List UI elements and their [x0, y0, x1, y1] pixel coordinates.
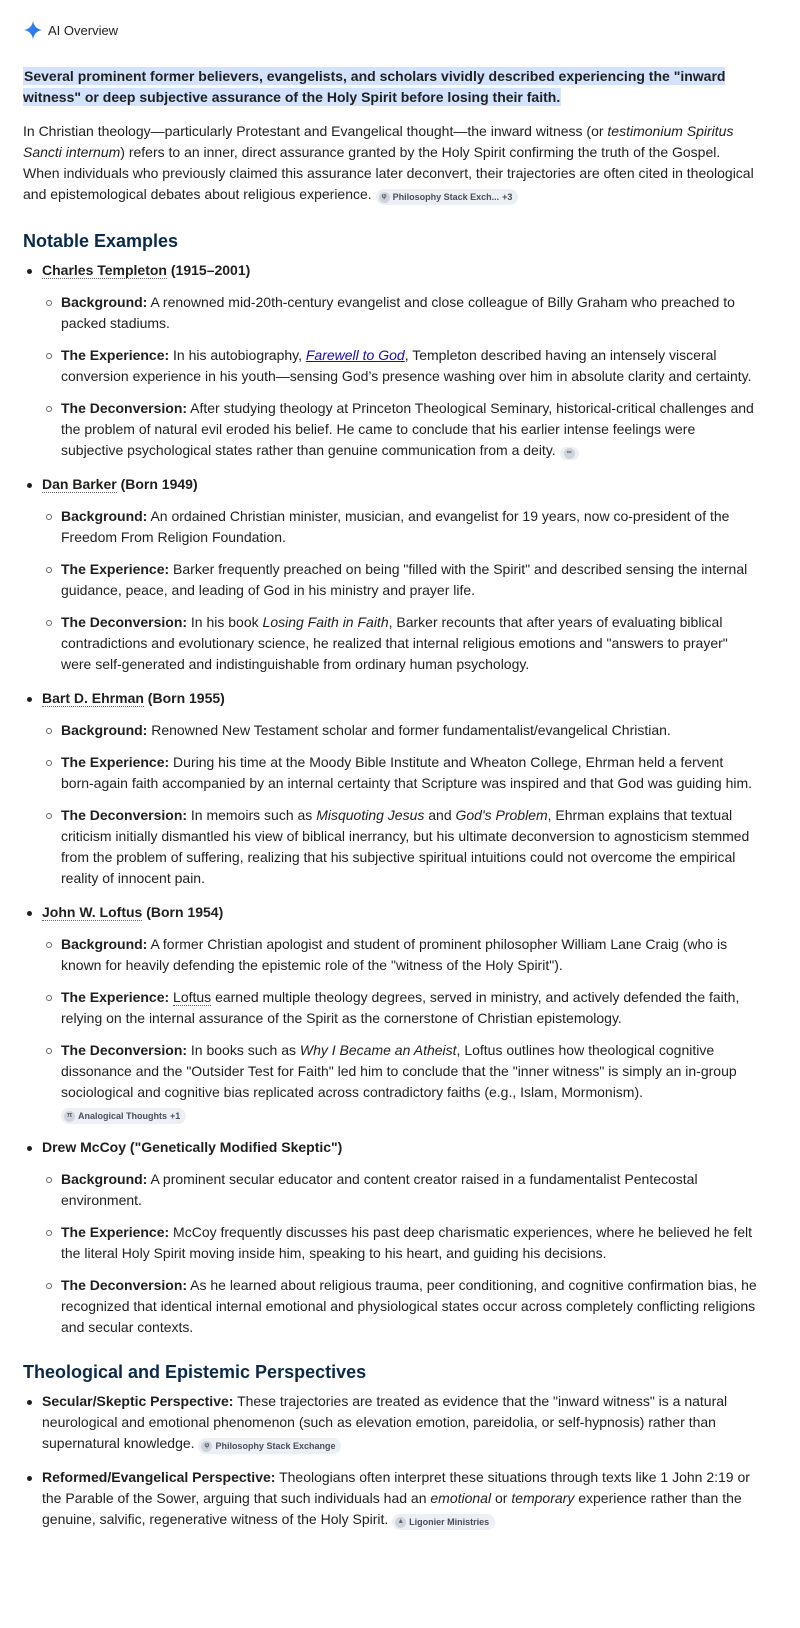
- detail-item: [42, 1169, 758, 1211]
- intro-text-1: In Christian theology—particularly Protestant and Evangelical thought—the inward witness (or: [23, 123, 608, 139]
- detail-label: The Deconversion:: [61, 807, 188, 823]
- detail-label: The Deconversion:: [61, 1042, 188, 1058]
- detail-item: [42, 345, 758, 387]
- detail-text: Barker frequently preached on being "filled with the Spirit" and described sensing the internal guidance, peace, and leading of God in his ministry and prayer life.: [61, 561, 748, 598]
- intro-latin-term: testimonium Spiritus Sancti internum: [23, 123, 734, 160]
- source-chip-label: Analogical Thoughts: [78, 1111, 167, 1121]
- detail-label: Background:: [61, 508, 148, 524]
- book-title: God's Problem: [455, 807, 548, 823]
- detail-item: [42, 752, 758, 794]
- detail-label: The Experience:: [61, 347, 170, 363]
- detail-label: The Experience:: [61, 754, 170, 770]
- source-favicon-icon: φ: [201, 1441, 212, 1452]
- link-chip[interactable]: [560, 447, 579, 460]
- people-list: [23, 260, 758, 1338]
- detail-item: [42, 987, 758, 1029]
- book-title: Misquoting Jesus: [316, 807, 425, 823]
- detail-item: [42, 1222, 758, 1264]
- perspectives-list: [23, 1391, 758, 1530]
- detail-text: , Ehrman explains that textual criticism initially dismantled his view of biblical inerrancy, but his ultimate deconversion to agnosticism stemmed from the problem of suffering, realizing that his subjective spiritual intuitions could not overcome the empirical reality of innocent pain.: [61, 807, 750, 886]
- detail-item: [42, 559, 758, 601]
- emphasis: emotional: [430, 1490, 492, 1506]
- detail-label: The Deconversion:: [61, 400, 188, 416]
- detail-text: In memoirs such as: [187, 807, 317, 823]
- person-name-link[interactable]: Charles Templeton: [42, 262, 167, 278]
- detail-text: In his book: [187, 614, 263, 630]
- perspective-item: [23, 1391, 758, 1454]
- detail-text: In his autobiography,: [169, 347, 306, 363]
- name-link[interactable]: Loftus: [173, 989, 212, 1005]
- source-chip[interactable]: [392, 1514, 495, 1530]
- detail-label: Background:: [61, 1171, 148, 1187]
- person-dates: (Born 1949): [116, 476, 198, 492]
- person-item: [23, 1137, 758, 1338]
- perspective-text: These trajectories are treated as evidence that the "inward witness" is a natural neurological and emotional phenomenon (such as elevation emotion, pareidolia, or self-hypnosis) rather than supernatural knowledge.: [42, 1393, 728, 1451]
- person-dates: (1915–2001): [167, 262, 251, 278]
- intro-paragraph: [23, 121, 758, 205]
- section-heading-examples: Notable Examples: [23, 231, 179, 251]
- source-favicon-icon: ▲: [395, 1517, 406, 1528]
- detail-text: Renowned New Testament scholar and former fundamentalist/evangelical Christian.: [147, 722, 671, 738]
- detail-item: [42, 934, 758, 976]
- detail-label: The Experience:: [61, 1224, 170, 1240]
- person-item: [23, 474, 758, 675]
- detail-text: earned multiple theology degrees, served in ministry, and actively defended the faith, relying on the internal assurance of the Spirit as the cornerstone of Christian epistemology.: [61, 989, 740, 1026]
- detail-text: , Templeton described having an intensely visceral conversion experience in his youth—sensing God’s presence washing over him in absolute clarity and certainty.: [61, 347, 752, 384]
- person-name: Drew McCoy ("Genetically Modified Skeptic"): [42, 1139, 343, 1155]
- detail-text: After studying theology at Princeton Theological Seminary, historical-critical challenges and the problem of natural evil eroded his belief. He came to conclude that his earlier intense feelings were subjective psychological states rather than genuine communication from a deity.: [61, 400, 754, 458]
- perspective-text: Theologians often interpret these situations through texts like 1 John 2:19 or the Parable of the Sower, arguing that such individuals had an: [42, 1469, 750, 1506]
- detail-text: A renowned mid-20th-century evangelist and close colleague of Billy Graham who preached to packed stadiums.: [61, 294, 735, 331]
- lead-highlight: Several prominent former believers, evangelists, and scholars vividly described experiencing the "inward witness" or deep subjective assurance of the Holy Spirit before losing their faith.: [23, 68, 726, 105]
- ai-overview: [23, 18, 758, 1530]
- ai-overview-title: AI Overview: [48, 22, 119, 38]
- source-chip-label: Ligonier Ministries: [409, 1517, 490, 1527]
- source-chip-more: +3: [502, 192, 513, 202]
- detail-item: [42, 805, 758, 889]
- detail-text: An ordained Christian minister, musician, and evangelist for 19 years, now co-president of the Freedom From Religion Foundation.: [61, 508, 730, 545]
- source-favicon-icon: φ: [379, 192, 390, 203]
- person-name-link[interactable]: Bart D. Ehrman: [42, 690, 144, 706]
- detail-item: [42, 398, 758, 461]
- source-chip-more: +1: [170, 1111, 181, 1121]
- link-icon: ∞: [564, 448, 575, 459]
- detail-label: The Deconversion:: [61, 1277, 188, 1293]
- source-chip-label: Philosophy Stack Exch...: [392, 192, 500, 202]
- source-chip-label: Philosophy Stack Exchange: [215, 1441, 336, 1451]
- book-link[interactable]: Farewell to God: [305, 347, 405, 363]
- person-name-link[interactable]: Dan Barker: [42, 476, 117, 492]
- person-dates: (Born 1955): [143, 690, 225, 706]
- detail-text: During his time at the Moody Bible Institute and Wheaton College, Ehrman held a fervent born-again faith accompanied by an internal certainty that Scripture was inspired and that God was guiding him.: [61, 754, 753, 791]
- book-title: Why I Became an Atheist: [299, 1042, 457, 1058]
- detail-text: In books such as: [187, 1042, 300, 1058]
- person-item: [23, 688, 758, 889]
- detail-label: The Experience:: [61, 561, 170, 577]
- source-chip[interactable]: [376, 189, 519, 205]
- ai-overview-header: [23, 18, 758, 42]
- detail-label: Background:: [61, 294, 148, 310]
- detail-text: , Barker recounts that after years of evaluating biblical contradictions and evolutionary science, he realized that internal religious emotions and "answers to prayer" were self-generated and indistinguishable from ordinary human psychology.: [61, 614, 728, 672]
- lead-summary: [23, 66, 758, 108]
- perspective-label: Secular/Skeptic Perspective:: [42, 1393, 234, 1409]
- person-dates: (Born 1954): [142, 904, 224, 920]
- detail-item: [42, 1040, 758, 1124]
- intro-text-2: ) refers to an inner, direct assurance granted by the Holy Spirit confirming the truth of the Gospel. When individuals who previously claimed this assurance later deconvert, their trajectories are often cited in theological and epistemological debates about religious experience.: [23, 144, 754, 202]
- detail-text: , Loftus outlines how theological cognitive dissonance and the "Outsider Test for Faith" led him to conclude that the "inner witness" is simply an in-group sociological and cognitive bias replicated across contradictory faiths (e.g., Islam, Mormonism).: [61, 1042, 737, 1100]
- detail-label: The Deconversion:: [61, 614, 188, 630]
- detail-text: As he learned about religious trauma, peer conditioning, and cognitive confirmation bias, he recognized that identical internal emotional and physiological states occur across completely conflicting religions and secular contexts.: [61, 1277, 757, 1335]
- perspective-label: Reformed/Evangelical Perspective:: [42, 1469, 276, 1485]
- source-favicon-icon: π: [64, 1111, 75, 1122]
- book-title: Losing Faith in Faith: [262, 614, 389, 630]
- detail-text: McCoy frequently discusses his past deep charismatic experiences, where he believed he felt the literal Holy Spirit moving inside him, speaking to his heart, and guiding his decisions.: [61, 1224, 753, 1261]
- detail-label: Background:: [61, 936, 148, 952]
- detail-item: [42, 506, 758, 548]
- detail-item: [42, 292, 758, 334]
- detail-item: [42, 612, 758, 675]
- detail-text: A former Christian apologist and student of prominent philosopher William Lane Craig (who is known for heavily defending the epistemic role of the "witness of the Holy Spirit").: [61, 936, 728, 973]
- detail-item: [42, 1275, 758, 1338]
- person-item: [23, 902, 758, 1124]
- detail-label: The Experience:: [61, 989, 170, 1005]
- person-name-link[interactable]: John W. Loftus: [42, 904, 143, 920]
- section-heading-perspectives: Theological and Epistemic Perspectives: [23, 1362, 367, 1382]
- person-item: [23, 260, 758, 461]
- perspective-text: or: [491, 1490, 512, 1506]
- detail-item: [42, 720, 758, 741]
- detail-text: and: [424, 807, 456, 823]
- perspective-item: [23, 1467, 758, 1530]
- detail-label: Background:: [61, 722, 148, 738]
- emphasis: temporary: [511, 1490, 575, 1506]
- perspective-text: experience rather than the genuine, salvific, regenerative witness of the Holy Spirit.: [42, 1490, 742, 1527]
- source-chip[interactable]: [61, 1108, 186, 1124]
- detail-text: A prominent secular educator and content creator raised in a fundamentalist Pentecostal environment.: [61, 1171, 698, 1208]
- source-chip[interactable]: [198, 1438, 341, 1454]
- sparkle-icon: [22, 19, 44, 41]
